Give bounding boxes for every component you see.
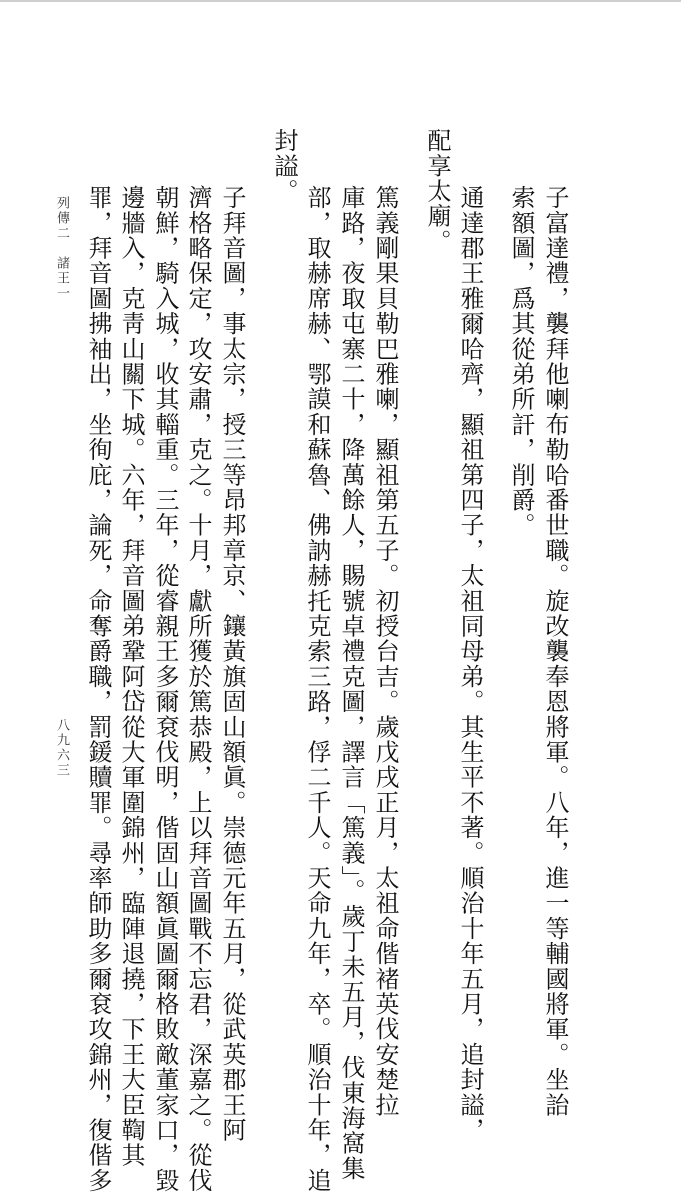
text-column-4: 配享太廟。 (423, 128, 451, 254)
text-column-1: 子富達禮，襲拜他喇布勒哈番世職。旋改襲奉恩將軍。八年，進一等輔國將軍。坐詒 (541, 185, 569, 1118)
text-column-10: 濟格略保定，攻安肅，克之。十月，獻所獲於篤恭殿，上以拜音圖戰不忘君，深嘉之。從伐 (184, 185, 212, 1193)
page-top-edge (0, 0, 681, 2)
text-column-13: 罪，拜音圖拂袖出，坐徇庇，論死，命奪爵職，罰鍰贖罪。尋率師助多爾袞攻錦州，復偕多 (84, 185, 112, 1193)
page-number: 八九六三 (54, 718, 69, 778)
text-column-8: 封謚。 (270, 128, 298, 204)
text-column-5: 篤義剛果貝勒巴雅喇，顯祖第五子。初授台吉。歲戊戌正月，太祖命偕褚英伐安楚拉 (371, 185, 399, 1118)
text-column-2: 索額圖，爲其從弟所訐，削爵。 (507, 185, 535, 538)
text-column-6: 庫路，夜取屯寨二十，降萬餘人，賜號卓禮克圖，譯言「篤義」。歲丁未五月，伐東海窩集 (337, 185, 365, 1181)
text-column-7: 部，取赫席赫、鄂謨和蘇魯、佛訥赫托克索三路，俘二千人。天命九年，卒。順治十年，追 (303, 185, 331, 1193)
text-column-11: 朝鮮，騎入城，收其輜重。三年，從睿親王多爾袞伐明，偕固山額眞圖爾格敗敵董家口，毀 (151, 185, 179, 1193)
text-column-12: 邊牆入，克靑山關下城。六年，拜音圖弟鞏阿岱從大軍圍錦州，臨陣退撓，下王大臣鞫其 (117, 185, 145, 1168)
chapter-header: 列傳二 諸王一 (54, 196, 69, 301)
text-column-9: 子拜音圖，事太宗，授三等昂邦章京、鑲黃旗固山額眞。崇德元年五月，從武英郡王阿 (218, 185, 246, 1143)
text-column-3: 通達郡王雅爾哈齊，顯祖第四子，太祖同母弟。其生平不著。順治十年五月，追封謚， (456, 185, 484, 1143)
